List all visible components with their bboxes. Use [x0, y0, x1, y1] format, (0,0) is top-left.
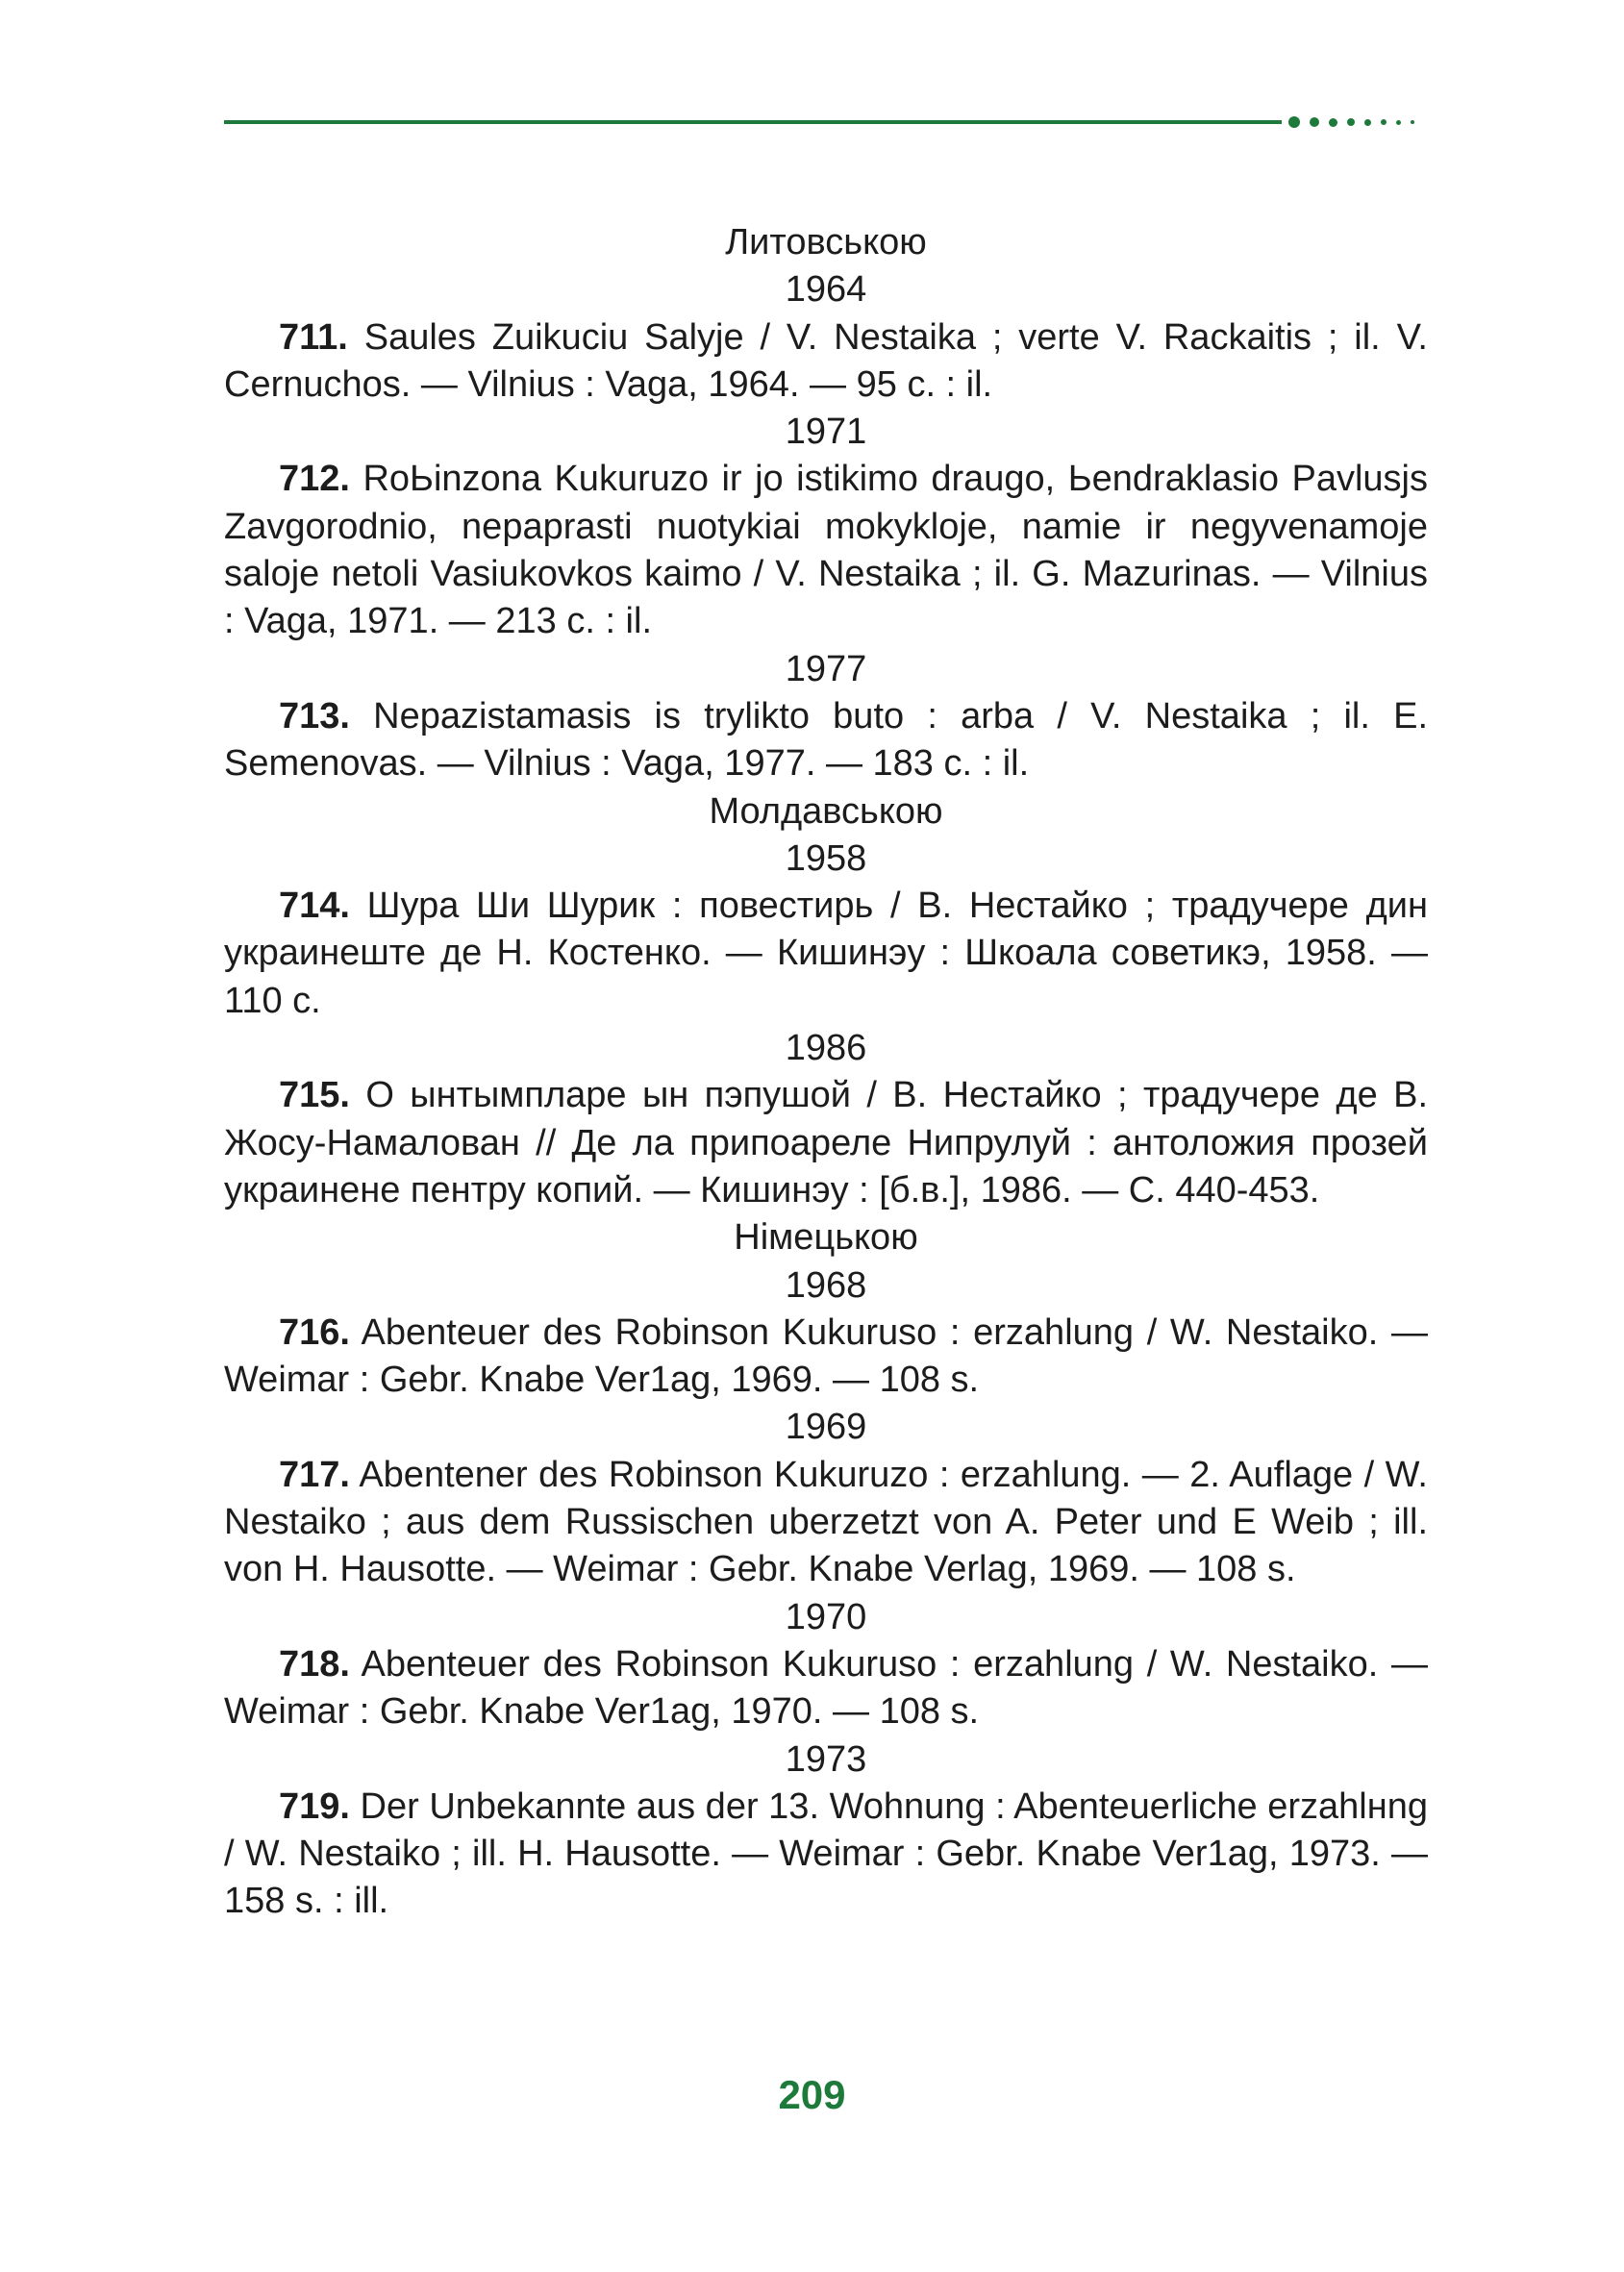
entry-number: 719.	[279, 1785, 350, 1827]
year-heading: 1986	[785, 1028, 867, 1069]
bibliography-entry-719	[224, 1784, 1428, 1926]
bibliography-entry-712	[224, 456, 1428, 645]
bibliography-entry-716	[224, 1310, 1428, 1405]
section-heading-lithuanian: Литовською	[725, 222, 927, 262]
entry-text: Abenteuer des Robinson Kukuruso : erzahlung / W. Nestaiko. — Weimar : Gebr. Knabe Ver1ag, 1969. — 108 s.	[224, 1311, 1428, 1401]
entry-number: 712.	[279, 459, 350, 500]
bibliography-list	[224, 219, 1428, 1926]
entry-text: Abentener des Robinson Kukuruzo : erzahlung. — 2. Auflage / W. Nestaiko ; aus dem Russischen uberzetzt von A. Peter und E Weib ; ill. von H. Hausotte. — Weimar : Gebr. Knabe Verlag, 1969. — 108 s.	[224, 1454, 1428, 1590]
header-rule-line	[224, 120, 1282, 124]
entry-text: Der Unbekannte aus der 13. Wohnung : Abenteuerliche erzahlнng / W. Nestaiko ; ill. H. Hausotte. — Weimar : Gebr. Knabe Ver1ag, 1973. — 158 s. : ill.	[224, 1785, 1428, 1922]
entry-text: RoЬinzona Kukuruzo ir jo istikimo draugo, Ьendraklasio Pavlusjs Zavgorodnio, nepaprasti nuotykiai mokykloje, namie ir negyvenamoje saloje netoli Vasiukovkos kaimo / V. Nestaika ; il. G. Mazurinas. — Vilnius : Vaga, 1971. — 213 с. : il.	[224, 459, 1428, 642]
header-rule-dots	[1288, 113, 1414, 131]
year-heading: 1968	[785, 1264, 867, 1306]
year-heading: 1973	[785, 1738, 867, 1780]
bibliography-entry-713	[224, 693, 1428, 788]
entry-text: Abenteuer des Robinson Kukuruso : erzahlung / W. Nestaiko. —Weimar : Gebr. Knabe Ver1ag, 1970. — 108 s.	[224, 1643, 1428, 1733]
year-heading: 1971	[785, 412, 867, 453]
bibliography-entry-718	[224, 1641, 1428, 1736]
entry-number: 718.	[279, 1643, 350, 1685]
entry-number: 713.	[279, 695, 350, 737]
year-heading: 1969	[785, 1407, 867, 1448]
section-heading-moldavian: Молдавською	[709, 790, 943, 832]
year-heading: 1964	[785, 269, 867, 311]
year-heading: 1977	[785, 648, 867, 689]
entry-number: 714.	[279, 886, 350, 927]
entry-number: 716.	[279, 1311, 350, 1353]
entry-text: О ынтымпларе ын пэпушой / В. Нестайко ; традучере де В. Жосу-Намалован // Де ла припоареле Нипрулуй : антоложия прозей украинене пентру копий. — Кишинэу : [б.в.], 1986. — С. 440-453.	[224, 1075, 1428, 1211]
section-heading-german: Німецькою	[734, 1217, 918, 1259]
bibliography-entry-711	[224, 314, 1428, 410]
entry-number: 715.	[279, 1075, 350, 1116]
bibliography-entry-715	[224, 1072, 1428, 1214]
page-number: 209	[778, 2072, 846, 2117]
entry-text: Шура Ши Шурик : повестирь / В. Нестайко ; традучере дин украинеште де Н. Костенко. — Кишинэу : Шкоала советикэ, 1958. — 110 с.	[224, 886, 1428, 1021]
year-heading: 1958	[785, 837, 867, 879]
entry-number: 711.	[279, 316, 348, 358]
entry-number: 717.	[279, 1454, 350, 1495]
entry-text: Nepazistamasis is trylikto buto : arba / V. Nestaika ; il. E. Semenovas. — Vilnius : Vaga, 1977. — 183 с. : il.	[224, 695, 1428, 785]
bibliography-entry-714	[224, 883, 1428, 1025]
year-heading: 1970	[785, 1596, 867, 1637]
bibliography-entry-717	[224, 1452, 1428, 1594]
entry-text: Saules Zuikuciu Salyje / V. Nestaika ; verte V. Rackaitis ; il. V. Cernuchos. — Vilnius : Vaga, 1964. — 95 с. : il.	[224, 316, 1428, 405]
